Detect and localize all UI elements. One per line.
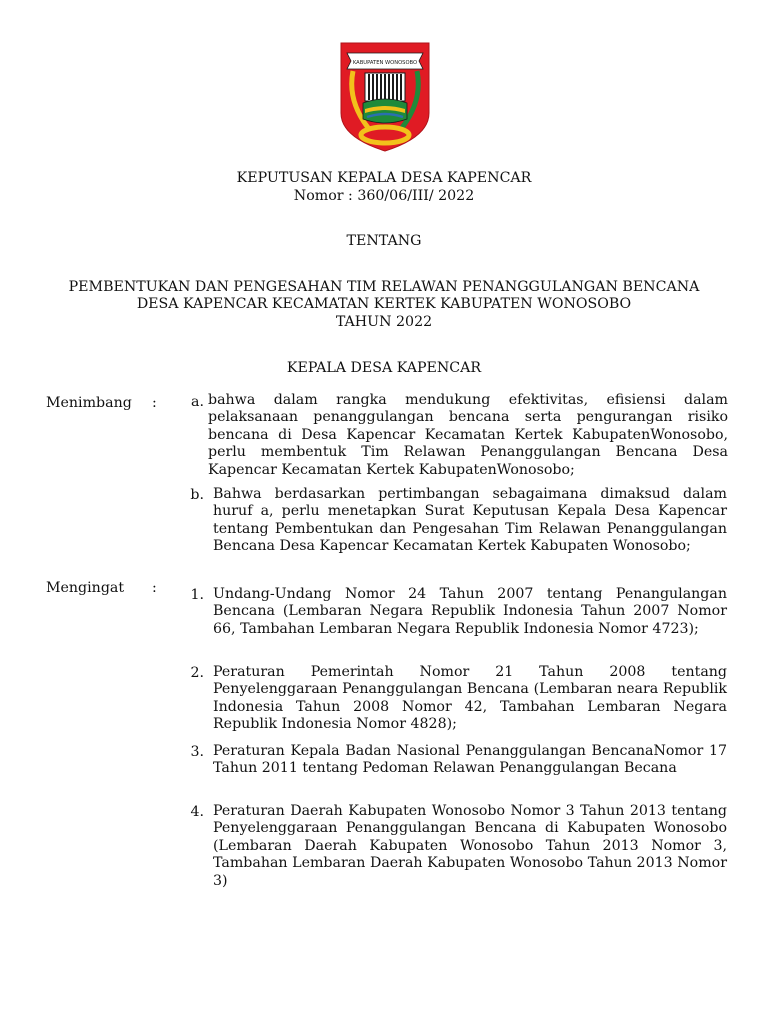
emblem-banner-text: KABUPATEN WONOSOBO — [352, 60, 418, 66]
menimbang-label: Menimbang — [46, 395, 132, 411]
mengingat-item-2: Peraturan Pemerintah Nomor 21 Tahun 2008 tentang Penyelenggaraan Penanggulangan Bencana (Lembaran neara Republik Indonesia Tahun 2008 Nomor 42, Tambahan Lembaran Negara Republik Indonesia Nomor 4828); — [213, 664, 727, 733]
mengingat-colon: : — [152, 580, 157, 596]
mengingat-item-3: Peraturan Kepala Badan Nasional Penanggulangan BencanaNomor 17 Tahun 2011 tentang Pedoman Relawan Penanggulangan Becana — [213, 743, 727, 777]
decree-number: Nomor : 360/06/III/ 2022 — [293, 188, 475, 204]
official-heading: KEPALA DESA KAPENCAR — [286, 360, 482, 376]
subject-line-3: TAHUN 2022 — [335, 314, 433, 330]
mengingat-marker-3: 3. — [190, 744, 204, 760]
mengingat-item-1: Undang-Undang Nomor 24 Tahun 2007 tentang Penangulangan Bencana (Lembaran Negara Republik Indonesia Tahun 2007 Nomor 66, Tambahan Lembaran Negara Republik Indonesia Nomor 4723); — [213, 586, 727, 637]
kabupaten-emblem-logo — [339, 41, 431, 153]
menimbang-item-a: bahwa dalam rangka mendukung efektivitas, efisiensi dalam pelaksanaan penanggulangan bencana serta pengurangan risiko bencana di Desa Kapencar Kecamatan Kertek KabupatenWonosobo, perlu membentuk Tim Relawan Penanggulangan Bencana Desa Kapencar Kecamatan Kertek KabupatenWonosobo; — [208, 392, 728, 478]
mengingat-marker-4: 4. — [190, 804, 204, 820]
about-heading: TENTANG — [346, 233, 422, 249]
subject-line-2: DESA KAPENCAR KECAMATAN KERTEK KABUPATEN WONOSOBO — [136, 296, 632, 312]
mengingat-marker-2: 2. — [190, 665, 204, 681]
mengingat-item-4: Peraturan Daerah Kabupaten Wonosobo Nomor 3 Tahun 2013 tentang Penyelenggaraan Penanggulangan Bencana di Kabupaten Wonosobo (Lembaran Daerah Kabupaten Wonosobo Tahun 2013 Nomor 3, Tambahan Lembaran Daerah Kabupaten Wonosobo Tahun 2013 Nomor 3) — [213, 803, 727, 889]
menimbang-marker-b: b. — [190, 487, 204, 503]
mengingat-marker-1: 1. — [190, 587, 204, 603]
decree-title: KEPUTUSAN KEPALA DESA KAPENCAR — [236, 170, 532, 186]
menimbang-item-b: Bahwa berdasarkan pertimbangan sebagaimana dimaksud dalam huruf a, perlu menetapkan Surat Keputusan Kepala Desa Kapencar tentang Pembentukan dan Pengesahan Tim Relawan Penanggulangan Bencana Desa Kapencar Kecamatan Kertek Kabupaten Wonosobo; — [213, 486, 727, 555]
mengingat-label: Mengingat — [46, 580, 125, 596]
menimbang-colon: : — [152, 395, 157, 411]
subject-line-1: PEMBENTUKAN DAN PENGESAHAN TIM RELAWAN PENANGGULANGAN BENCANA — [68, 279, 700, 295]
menimbang-marker-a: a. — [191, 394, 204, 410]
